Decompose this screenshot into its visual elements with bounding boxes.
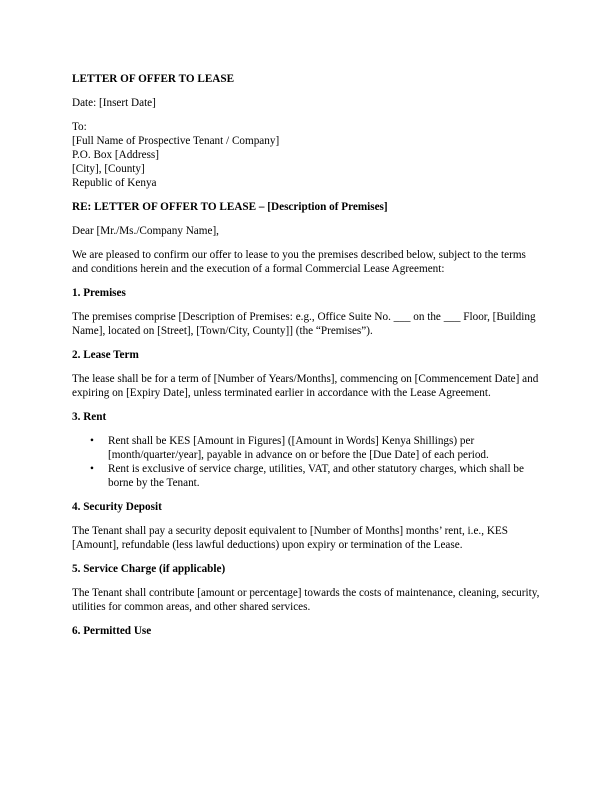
address-line: [City], [County] bbox=[72, 163, 145, 175]
section-heading-lease-term: 2. Lease Term bbox=[72, 349, 139, 361]
address-line: P.O. Box [Address] bbox=[72, 149, 160, 161]
to-label: To: bbox=[72, 121, 87, 133]
section-text-lease-term: The lease shall be for a term of [Number of Years/Months], commencing on [Commencement Date] and expiring on [Expiry Date], unless terminated earlier in accordance with the Lease Agreement. bbox=[72, 373, 539, 399]
section-heading-security-deposit: 4. Security Deposit bbox=[72, 501, 162, 513]
section-text-premises: The premises comprise [Description of Premises: e.g., Office Suite No. ___ on the ___ Floor, [Building Name], located on [Street], [Town/City, County]] (the “Premises”). bbox=[72, 311, 536, 337]
list-item-text: Rent shall be KES [Amount in Figures] ([Amount in Words] Kenya Shillings) per [month/quarter/year], payable in advance on or before the [Due Date] of each period. bbox=[108, 435, 489, 461]
address-line: Republic of Kenya bbox=[72, 177, 157, 189]
intro-paragraph: We are pleased to confirm our offer to lease to you the premises described below, subject to the terms and conditions herein and the execution of a formal Commercial Lease Agreement: bbox=[72, 249, 526, 275]
salutation: Dear [Mr./Ms./Company Name], bbox=[72, 225, 219, 237]
section-heading-permitted-use: 6. Permitted Use bbox=[72, 625, 152, 637]
rent-bullet-list bbox=[72, 434, 542, 490]
section-text-security-deposit: The Tenant shall pay a security deposit equivalent to [Number of Months] months’ rent, i.e., KES [Amount], refundable (less lawful deductions) upon expiry or termination of the Lease. bbox=[72, 525, 508, 551]
section-heading-premises: 1. Premises bbox=[72, 287, 126, 299]
date-line: Date: [Insert Date] bbox=[72, 97, 156, 109]
address-line: [Full Name of Prospective Tenant / Company] bbox=[72, 135, 280, 147]
section-heading-rent: 3. Rent bbox=[72, 411, 107, 423]
document-title: LETTER OF OFFER TO LEASE bbox=[72, 73, 235, 85]
section-heading-service-charge: 5. Service Charge (if applicable) bbox=[72, 563, 226, 575]
subject-line: RE: LETTER OF OFFER TO LEASE – [Description of Premises] bbox=[72, 201, 388, 213]
list-item bbox=[90, 434, 542, 462]
bullet-icon: • bbox=[90, 435, 94, 447]
list-item-text: Rent is exclusive of service charge, utilities, VAT, and other statutory charges, which shall be borne by the Tenant. bbox=[108, 463, 524, 489]
section-text-service-charge: The Tenant shall contribute [amount or percentage] towards the costs of maintenance, cleaning, security, utilities for common areas, and other shared services. bbox=[72, 587, 540, 613]
letter-body bbox=[72, 72, 542, 648]
bullet-icon: • bbox=[90, 463, 94, 475]
recipient-address bbox=[72, 120, 542, 190]
list-item bbox=[90, 462, 542, 490]
